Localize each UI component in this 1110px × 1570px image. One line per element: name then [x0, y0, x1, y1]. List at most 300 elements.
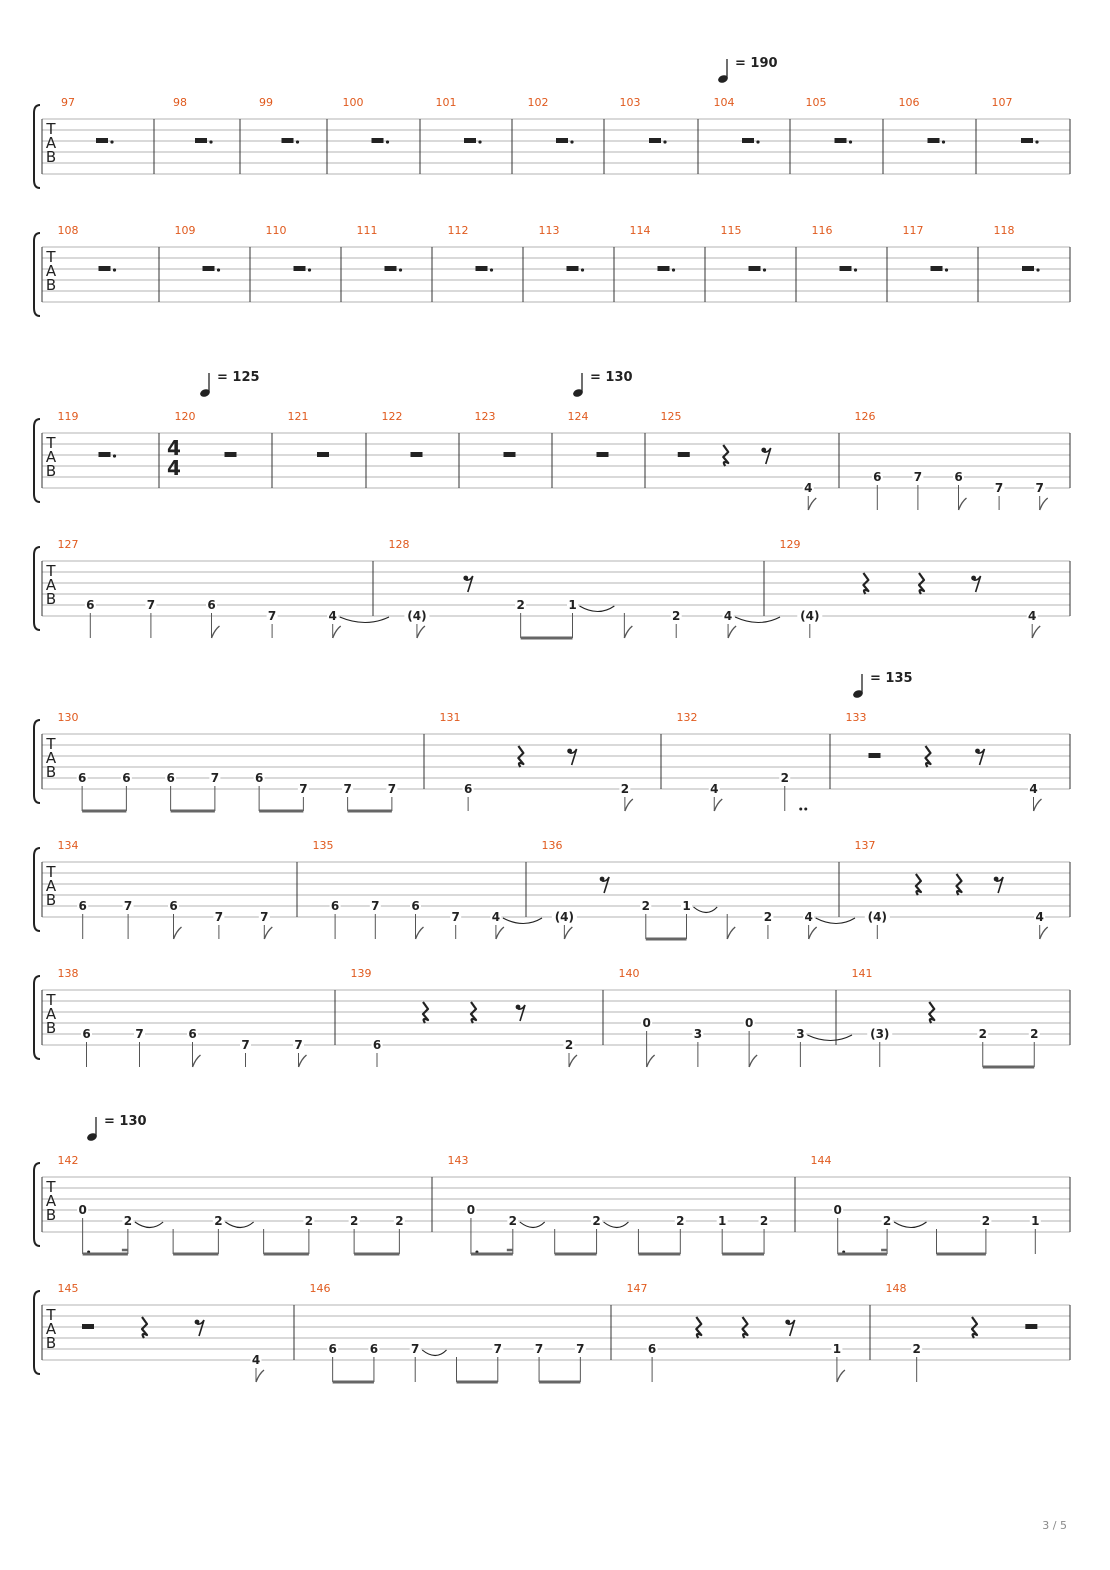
tab-clef-letter: B — [45, 276, 57, 294]
measure-147 — [627, 1282, 845, 1382]
rest-half — [597, 452, 609, 457]
measure-number: 146 — [309, 1282, 331, 1295]
fret-number: 7 — [267, 609, 277, 623]
note-flag — [1040, 927, 1048, 939]
rest-quarter — [518, 746, 523, 767]
measure-number: 130 — [57, 711, 79, 724]
rest-half — [411, 452, 423, 457]
measure-105 — [806, 96, 853, 144]
note-flag — [256, 1370, 264, 1382]
measure-number: 148 — [885, 1282, 907, 1295]
measure-number: 114 — [629, 224, 651, 237]
fret-number: 4 — [491, 910, 501, 924]
fret-number: 6 — [873, 470, 882, 484]
fret-number: 2 — [981, 1214, 991, 1228]
rest-quarter — [863, 573, 868, 594]
rest-half-dotted — [931, 266, 949, 272]
rest-half — [82, 1324, 94, 1329]
measure-129 — [780, 538, 1041, 638]
rest-quarter — [916, 874, 921, 895]
fret-number: 2 — [592, 1214, 601, 1228]
system-bracket — [34, 848, 40, 931]
measure-142 — [58, 1154, 405, 1254]
fret-number: 2 — [123, 1214, 133, 1228]
rest-quarter — [423, 1002, 428, 1023]
measure-144 — [811, 1154, 1041, 1254]
fret-number: 7 — [387, 782, 397, 796]
fret-number: 1 — [718, 1214, 727, 1228]
fret-number: (4) — [407, 609, 427, 623]
rest-half — [504, 452, 516, 457]
system-bracket — [34, 720, 40, 803]
note-flag — [1034, 799, 1042, 811]
fret-number: 4 — [328, 609, 337, 623]
tab-clef-letter: A — [45, 749, 57, 767]
tab-clef-letter: T — [46, 434, 56, 452]
rest-half-dotted — [464, 138, 482, 144]
rest-half-dotted — [928, 138, 946, 144]
rest-quarter — [972, 1317, 977, 1338]
measure-125 — [661, 410, 817, 510]
tempo-mark — [86, 1114, 146, 1142]
measure-number: 145 — [57, 1282, 79, 1295]
fret-number: 0 — [642, 1016, 651, 1030]
measure-137 — [855, 839, 1048, 939]
fret-number: 6 — [372, 1038, 382, 1052]
tab-clef-letter: T — [46, 562, 56, 580]
tab-clef-letter: T — [46, 1306, 56, 1324]
fret-number: 2 — [759, 1214, 769, 1228]
measure-number: 123 — [474, 410, 496, 423]
tab-system — [34, 224, 1070, 316]
measure-number: 118 — [993, 224, 1015, 237]
note-flag — [193, 1055, 201, 1067]
tab-system — [34, 1154, 1070, 1254]
measure-100 — [343, 96, 390, 144]
measure-112 — [448, 224, 494, 272]
tie-arc — [816, 918, 855, 924]
measure-number: 126 — [854, 410, 876, 423]
measure-number: 105 — [805, 96, 827, 109]
tab-clef-letter: B — [45, 1019, 57, 1037]
measure-number: 121 — [287, 410, 309, 423]
measure-number: 136 — [541, 839, 563, 852]
measure-98 — [173, 96, 213, 144]
tab-clef-letter: B — [45, 1206, 57, 1224]
measure-number: 127 — [57, 538, 79, 551]
measure-number: 100 — [342, 96, 364, 109]
measure-111 — [357, 224, 403, 272]
measure-number: 97 — [61, 96, 75, 109]
measure-102 — [528, 96, 574, 144]
fret-number: 7 — [371, 899, 380, 913]
measure-101 — [436, 96, 482, 144]
tab-clef-letter: A — [45, 1005, 57, 1023]
measure-99 — [259, 96, 299, 144]
tempo-mark — [717, 56, 777, 84]
rest-half-dotted — [1021, 138, 1039, 144]
fret-number: 1 — [682, 899, 691, 913]
rest-quarter — [957, 874, 962, 895]
note-flag — [727, 927, 735, 939]
measure-number: 108 — [57, 224, 79, 237]
measure-number: 141 — [851, 967, 873, 980]
measure-145 — [58, 1282, 265, 1382]
measure-number: 107 — [991, 96, 1013, 109]
tempo-mark — [199, 370, 259, 398]
tab-clef-letter: B — [45, 763, 57, 781]
measure-number: 124 — [567, 410, 589, 423]
tab-system — [34, 96, 1070, 188]
measure-114 — [630, 224, 676, 272]
tab-clef-letter: A — [45, 448, 57, 466]
tab-clef-letter: T — [46, 991, 56, 1009]
measure-106 — [899, 96, 946, 144]
fret-number: 1 — [568, 598, 577, 612]
fret-number: 4 — [251, 1353, 261, 1367]
measure-119 — [58, 410, 117, 458]
measure-139 — [351, 967, 578, 1067]
tab-clef-letter: T — [46, 120, 56, 138]
rest-half-dotted — [203, 266, 221, 272]
measure-103 — [620, 96, 667, 144]
measure-number: 115 — [720, 224, 742, 237]
measure-number: 99 — [259, 96, 273, 109]
fret-number: 2 — [676, 1214, 685, 1228]
fret-number: 2 — [641, 899, 650, 913]
tab-clef-letter: A — [45, 1192, 57, 1210]
fret-number: 2 — [912, 1342, 921, 1356]
measure-number: 98 — [173, 96, 187, 109]
measure-135 — [313, 839, 543, 939]
measure-110 — [266, 224, 312, 272]
tempo-value: = 130 — [104, 1114, 147, 1129]
note-flag — [264, 927, 272, 939]
rest-eighth — [994, 877, 1003, 893]
fret-number: 7 — [493, 1342, 502, 1356]
fret-number: 6 — [369, 1342, 379, 1356]
note-flag — [959, 498, 967, 510]
fret-number: 7 — [576, 1342, 585, 1356]
fret-number: 7 — [294, 1038, 303, 1052]
measure-120 — [167, 410, 236, 480]
rest-half — [225, 452, 237, 457]
system-bracket — [34, 419, 40, 502]
measure-128 — [389, 538, 781, 638]
measure-number: 143 — [447, 1154, 469, 1167]
measure-117 — [903, 224, 949, 272]
fret-number: 0 — [744, 1016, 754, 1030]
note-flag — [417, 626, 425, 638]
fret-number: 6 — [328, 1342, 337, 1356]
fret-number: 6 — [411, 899, 420, 913]
measure-number: 138 — [57, 967, 79, 980]
rest-half-dotted — [294, 266, 312, 272]
rest-half-dotted — [282, 138, 300, 144]
tempo-mark — [572, 370, 632, 398]
rest-half-dotted — [476, 266, 494, 272]
measure-143 — [448, 1154, 770, 1254]
fret-number: 7 — [534, 1342, 544, 1356]
measure-132 — [677, 711, 808, 811]
rest-half-dotted — [99, 452, 117, 458]
measure-number: 112 — [447, 224, 469, 237]
fret-number: 6 — [207, 598, 216, 612]
tab-clef-letter: B — [45, 1334, 57, 1352]
rest-half-dotted — [96, 138, 114, 144]
measure-113 — [539, 224, 585, 272]
fret-number: 4 — [1028, 609, 1037, 623]
rest-eighth — [761, 448, 770, 464]
fret-number: 2 — [564, 1038, 574, 1052]
tab-clef-letter: A — [45, 576, 57, 594]
rest-quarter — [743, 1317, 748, 1338]
tie-arc — [503, 918, 542, 924]
system-bracket — [34, 233, 40, 316]
rest-eighth — [975, 749, 984, 765]
measure-number: 125 — [660, 410, 682, 423]
note-flag — [496, 927, 504, 939]
fret-number: 7 — [135, 1027, 144, 1041]
duration-dot — [804, 808, 807, 811]
measure-number: 134 — [57, 839, 79, 852]
measure-number: 140 — [618, 967, 640, 980]
time-signature-bottom: 4 — [167, 456, 181, 480]
measure-136 — [542, 839, 856, 939]
rest-quarter — [696, 1317, 701, 1338]
fret-number: 7 — [241, 1038, 250, 1052]
note-flag — [728, 626, 736, 638]
rest-quarter — [142, 1317, 147, 1338]
measure-126 — [855, 410, 1048, 510]
fret-number: 2 — [304, 1214, 314, 1228]
fret-number: 3 — [796, 1027, 805, 1041]
fret-number: 4 — [710, 782, 719, 796]
measure-108 — [58, 224, 117, 272]
measure-number: 144 — [810, 1154, 832, 1167]
fret-number: 2 — [1030, 1027, 1039, 1041]
fret-number: 6 — [166, 771, 175, 785]
fret-number: 2 — [349, 1214, 359, 1228]
tab-clef-letter: T — [46, 863, 56, 881]
measure-number: 104 — [713, 96, 735, 109]
note-flag — [569, 1055, 577, 1067]
measure-number: 129 — [779, 538, 801, 551]
measure-number: 101 — [435, 96, 457, 109]
tab-clef-letter: B — [45, 148, 57, 166]
tab-clef-letter: T — [46, 248, 56, 266]
measure-number: 119 — [57, 410, 79, 423]
note-flag — [808, 498, 816, 510]
tie-arc — [580, 606, 615, 612]
fret-number: 6 — [77, 771, 87, 785]
tab-clef-letter: T — [46, 735, 56, 753]
rest-half-dotted — [835, 138, 853, 144]
measure-148 — [886, 1282, 1038, 1382]
fret-number: (4) — [800, 609, 820, 623]
measure-107 — [992, 96, 1039, 144]
rest-eighth — [567, 749, 576, 765]
measure-133 — [846, 711, 1042, 811]
fret-number: 0 — [833, 1203, 842, 1217]
fret-number: 6 — [254, 771, 264, 785]
tempo-value: = 135 — [870, 671, 913, 686]
rest-quarter — [926, 746, 931, 767]
rest-half-dotted — [742, 138, 760, 144]
note-flag — [212, 626, 220, 638]
measure-number: 132 — [676, 711, 698, 724]
time-signature-top: 4 — [167, 436, 181, 460]
duration-dot — [799, 808, 802, 811]
rest-half-dotted — [840, 266, 858, 272]
tab-system — [34, 967, 1070, 1067]
measure-141 — [852, 967, 1040, 1067]
rest-half-dotted — [1022, 266, 1040, 272]
rest-eighth — [463, 576, 472, 592]
system-bracket — [34, 976, 40, 1059]
fret-number: 2 — [978, 1027, 987, 1041]
note-flag — [1040, 498, 1048, 510]
fret-number: 7 — [260, 910, 269, 924]
note-flag — [174, 927, 182, 939]
note-flag — [333, 626, 341, 638]
tempo-value: = 125 — [217, 370, 260, 385]
fret-number: 7 — [913, 470, 923, 484]
fret-number: 6 — [330, 899, 340, 913]
system-bracket — [34, 547, 40, 630]
note-flag — [714, 799, 722, 811]
tempo-value: = 190 — [735, 56, 778, 71]
fret-number: 6 — [82, 1027, 91, 1041]
note-flag — [837, 1370, 845, 1382]
measure-104 — [714, 96, 760, 144]
fret-number: 6 — [86, 598, 95, 612]
tie-arc — [807, 1035, 852, 1041]
note-flag — [625, 799, 633, 811]
measure-number: 113 — [538, 224, 560, 237]
rest-half-dotted — [658, 266, 676, 272]
note-flag — [299, 1055, 307, 1067]
rest-eighth — [516, 1005, 525, 1021]
measure-97 — [61, 96, 114, 144]
fret-number: 7 — [451, 910, 460, 924]
fret-number: 4 — [723, 609, 733, 623]
rest-half-dotted — [385, 266, 403, 272]
tempo-mark — [852, 671, 912, 699]
rest-half-dotted — [372, 138, 390, 144]
note-flag — [624, 626, 632, 638]
rest-eighth — [971, 576, 980, 592]
tab-clef-letter: B — [45, 462, 57, 480]
fret-number: 2 — [214, 1214, 223, 1228]
fret-number: 2 — [508, 1214, 517, 1228]
tie-arc — [694, 907, 718, 913]
rest-half-dotted — [556, 138, 574, 144]
fret-number: 0 — [78, 1203, 87, 1217]
measure-number: 109 — [174, 224, 196, 237]
measure-127 — [58, 538, 390, 638]
measure-123 — [475, 410, 516, 457]
rest-half — [869, 753, 881, 758]
tab-system — [34, 410, 1070, 510]
page-number: 3 / 5 — [1042, 1519, 1067, 1532]
measure-number: 111 — [356, 224, 378, 237]
tie-arc — [135, 1222, 163, 1228]
tab-clef-letter: A — [45, 877, 57, 895]
measure-121 — [288, 410, 330, 457]
measure-number: 131 — [439, 711, 461, 724]
measure-number: 128 — [388, 538, 410, 551]
tie-arc — [894, 1222, 926, 1228]
rest-eighth — [195, 1320, 204, 1336]
fret-number: 6 — [463, 782, 473, 796]
tab-clef-letter: A — [45, 134, 57, 152]
fret-number: (4) — [867, 910, 887, 924]
rest-eighth — [600, 877, 609, 893]
measure-number: 110 — [265, 224, 287, 237]
note-flag — [1032, 626, 1040, 638]
measure-115 — [721, 224, 767, 272]
measure-146 — [310, 1282, 586, 1382]
tab-system — [34, 711, 1070, 811]
measure-131 — [440, 711, 633, 811]
rest-half — [678, 452, 690, 457]
rest-half-dotted — [649, 138, 667, 144]
note-flag — [749, 1055, 757, 1067]
fret-number: 6 — [78, 899, 87, 913]
fret-number: 4 — [804, 910, 813, 924]
measure-124 — [568, 410, 609, 457]
measure-118 — [994, 224, 1040, 272]
note-flag — [416, 927, 424, 939]
fret-number: 4 — [804, 481, 813, 495]
fret-number: 7 — [994, 481, 1004, 495]
measure-number: 103 — [619, 96, 641, 109]
measure-number: 106 — [898, 96, 920, 109]
rest-eighth — [785, 1320, 794, 1336]
tab-clef-letter: B — [45, 590, 57, 608]
rest-quarter — [723, 445, 728, 466]
fret-number: 6 — [122, 771, 131, 785]
fret-number: 7 — [214, 910, 224, 924]
tab-clef-letter: T — [46, 1178, 56, 1196]
fret-number: 7 — [343, 782, 352, 796]
fret-number: 4 — [1029, 782, 1038, 796]
rest-quarter — [919, 573, 924, 594]
fret-number: 2 — [882, 1214, 892, 1228]
measure-number: 135 — [312, 839, 334, 852]
measure-number: 133 — [845, 711, 867, 724]
system-bracket — [34, 1163, 40, 1246]
fret-number: 2 — [672, 609, 681, 623]
system-bracket — [34, 105, 40, 188]
measure-number: 120 — [174, 410, 196, 423]
measure-122 — [382, 410, 423, 457]
tie-arc — [340, 617, 389, 623]
fret-number: 1 — [1031, 1214, 1040, 1228]
fret-number: 6 — [169, 899, 178, 913]
measure-number: 142 — [57, 1154, 79, 1167]
rest-quarter — [929, 1002, 934, 1023]
measure-number: 122 — [381, 410, 403, 423]
tempo-value: = 130 — [590, 370, 633, 385]
tab-system — [34, 538, 1070, 638]
rest-half-dotted — [749, 266, 767, 272]
fret-number: 3 — [693, 1027, 703, 1041]
measure-140 — [619, 967, 853, 1067]
fret-number: (4) — [554, 910, 575, 924]
measure-116 — [812, 224, 858, 272]
